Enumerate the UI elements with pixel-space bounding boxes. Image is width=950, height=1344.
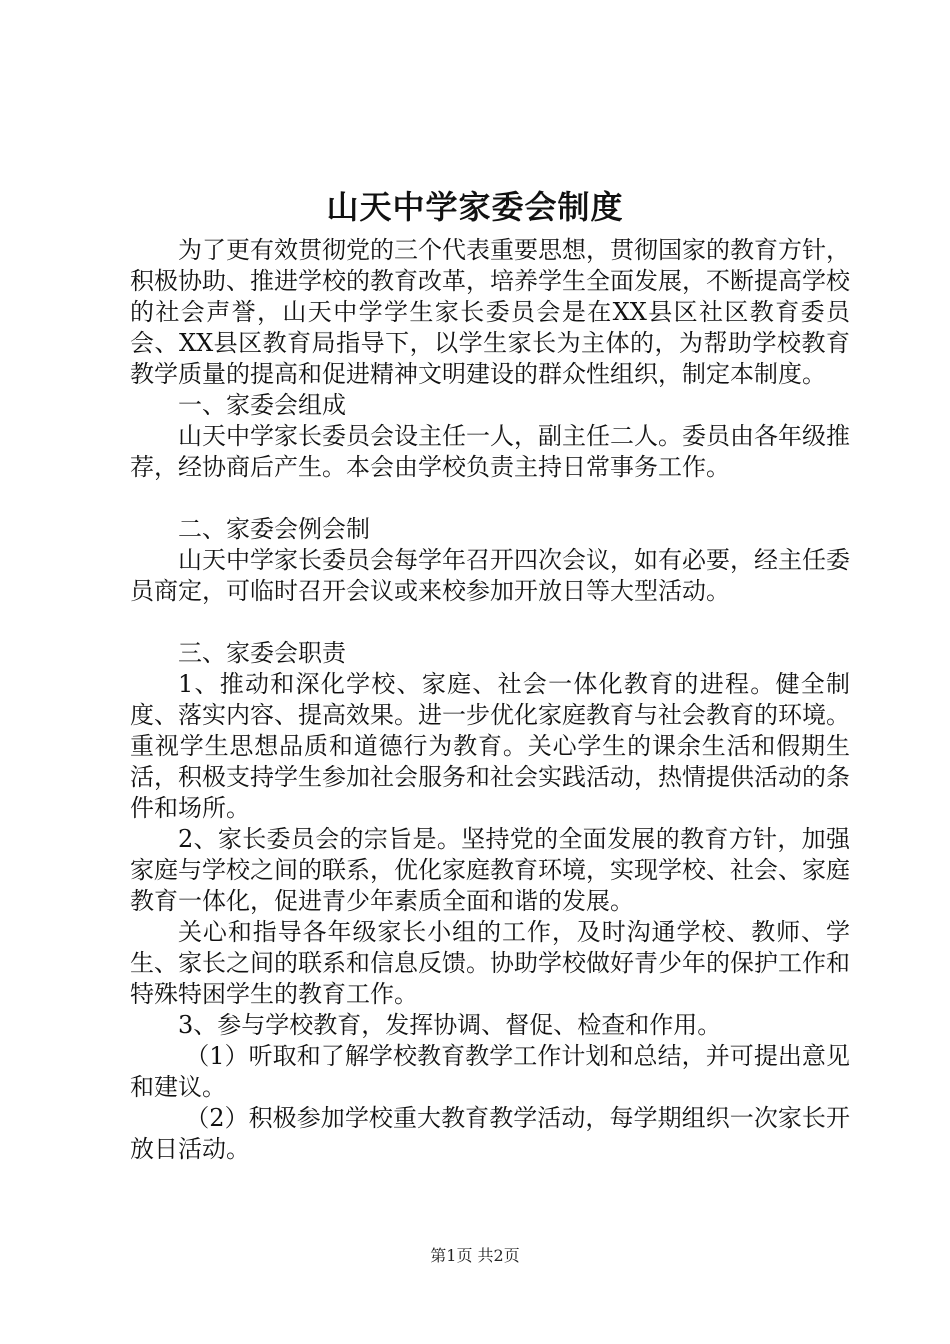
meetings-paragraph: 山天中学家长委员会每学年召开四次会议，如有必要，经主任委员商定，可临时召开会议或来校参加开放日等大型活动。 — [130, 546, 850, 605]
blank-line — [130, 607, 850, 638]
duty-item-3-1: （1）听取和了解学校教育教学工作计划和总结，并可提出意见和建议。 — [130, 1042, 850, 1101]
duty-item-2-continued: 关心和指导各年级家长小组的工作，及时沟通学校、教师、学生、家长之间的联系和信息反馈。协助学校做好青少年的保护工作和特殊特困学生的教育工作。 — [130, 918, 850, 1008]
document-body — [130, 235, 850, 1165]
intro-paragraph: 为了更有效贯彻党的三个代表重要思想，贯彻国家的教育方针，积极协助、推进学校的教育改革，培养学生全面发展，不断提高学校的社会声誉，山天中学学生家长委员会是在XX县区社区教育委员会、XX县区教育局指导下，以学生家长为主体的，为帮助学校教育教学质量的提高和促进精神文明建设的群众性组织，制定本制度。 — [130, 236, 850, 388]
duty-item-3-2: （2）积极参加学校重大教育教学活动，每学期组织一次家长开放日活动。 — [130, 1104, 850, 1163]
duty-item-1: 1、推动和深化学校、家庭、社会一体化教育的进程。健全制度、落实内容、提高效果。进一步优化家庭教育与社会教育的环境。重视学生思想品质和道德行为教育。关心学生的课余生活和假期生活，积极支持学生参加社会服务和社会实践活动，热情提供活动的条件和场所。 — [130, 670, 850, 822]
section-heading-duties: 三、家委会职责 — [178, 639, 346, 667]
blank-line — [130, 483, 850, 514]
section-heading-meetings: 二、家委会例会制 — [178, 515, 370, 543]
page-number-footer: 第1页 共2页 — [430, 1246, 520, 1265]
composition-paragraph: 山天中学家长委员会设主任一人，副主任二人。委员由各年级推荐，经协商后产生。本会由学校负责主持日常事务工作。 — [130, 422, 850, 481]
duty-item-3: 3、参与学校教育，发挥协调、督促、检查和作用。 — [178, 1011, 722, 1039]
section-heading-composition: 一、家委会组成 — [178, 391, 346, 419]
duty-item-2: 2、家长委员会的宗旨是。坚持党的全面发展的教育方针，加强家庭与学校之间的联系，优化家庭教育环境，实现学校、社会、家庭教育一体化，促进青少年素质全面和谐的发展。 — [130, 825, 850, 915]
document-title: 山天中学家委会制度 — [326, 188, 624, 226]
